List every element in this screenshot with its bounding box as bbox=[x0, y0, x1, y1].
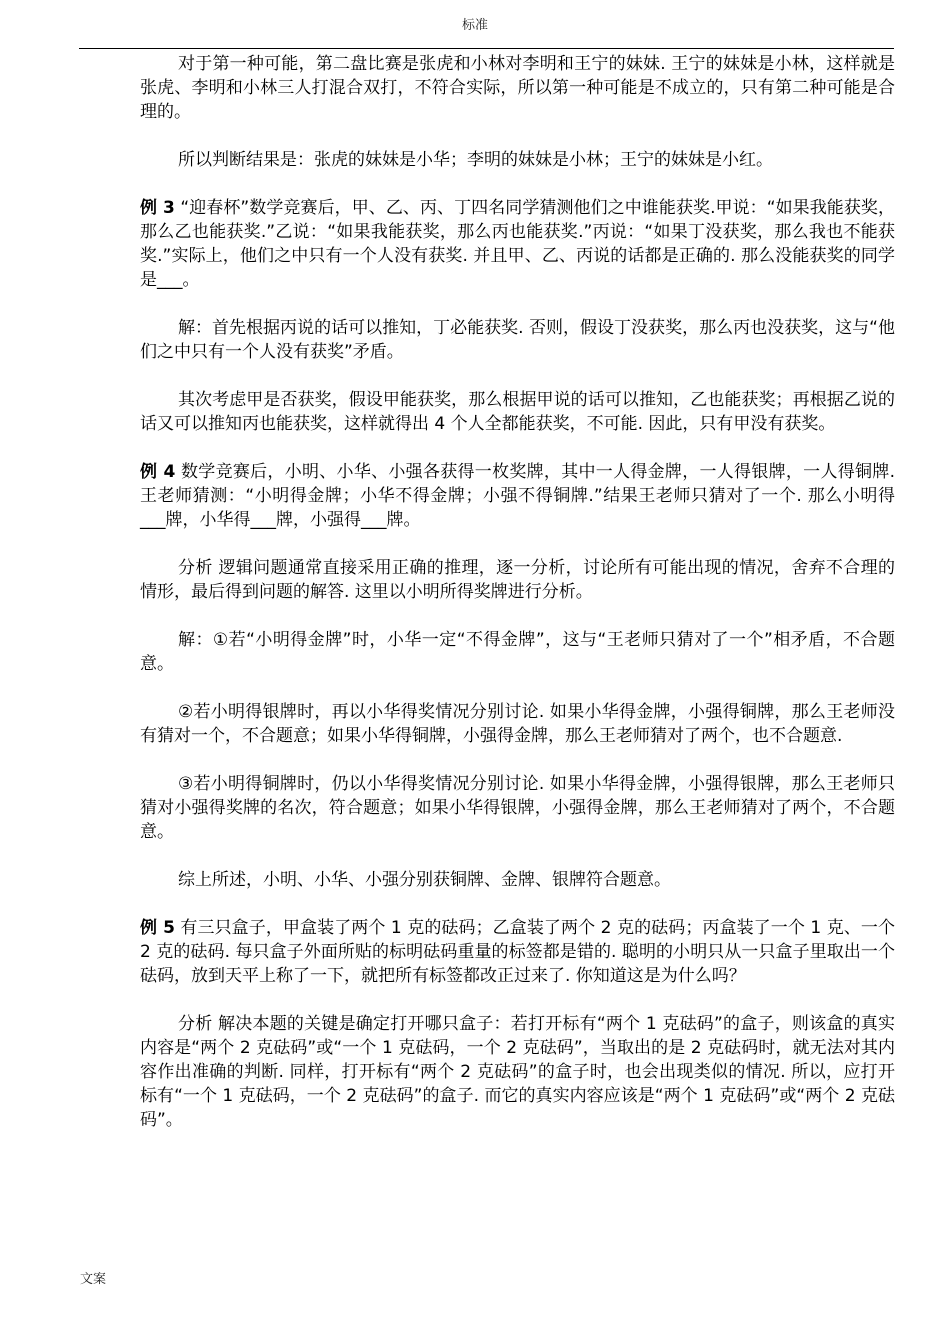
example-3: 例 3 “迎春杯”数学竞赛后，甲、乙、丙、丁四名同学猜测他们之中谁能获奖.甲说：“如果我能获奖，那么乙也能获奖.”乙说：“如果我能获奖，那么丙也能获奖.”丙说：“如果丁没获奖，那么我也不能获奖.”实际上，他们之中只有一个人没有获奖. 并且甲、乙、丙说的话都是正确的. 那么没能获奖的同学是___。 bbox=[140, 198, 896, 290]
paragraph: 解：首先根据丙说的话可以推知，丁必能获奖. 否则，假设丁没获奖，那么丙也没获奖，这与“他们之中只有一个人没有获奖”矛盾。 bbox=[140, 318, 895, 362]
page-footer: 文案 bbox=[80, 1272, 107, 1287]
paragraph: 分析 解决本题的关键是确定打开哪只盒子：若打开标有“两个 1 克砝码”的盒子，则该盒的真实内容是“两个 2 克砝码”或“一个 1 克砝码，一个 2 克砝码”，当取出的是 2 克砝码时，就无法对其内容作出准确的判断. 同样，打开标有“两个 2 克砝码”的盒子时，也会出现类似的情况. 所以，应打开标有“一个 1 克砝码，一个 2 克砝码”的盒子. 而它的真实内容应该是“两个 1 克砝码”或“两个 2 克砝码”。 bbox=[140, 1014, 895, 1130]
example-4: 例 4 数学竞赛后，小明、小华、小强各获得一枚奖牌，其中一人得金牌，一人得银牌，一人得铜牌. 王老师猜测：“小明得金牌；小华不得金牌；小强不得铜牌.”结果王老师只猜对了一个. 那么小明得___牌，小华得___牌，小强得___牌。 bbox=[140, 462, 895, 530]
paragraph: 对于第一种可能，第二盘比赛是张虎和小林对李明和王宁的妹妹. 王宁的妹妹是小林，这样就是张虎、李明和小林三人打混合双打，不符合实际，所以第一种可能是不成立的，只有第二种可能是合理的。 bbox=[140, 54, 895, 122]
paragraph: ③若小明得铜牌时，仍以小华得奖情况分别讨论. 如果小华得金牌，小强得银牌，那么王老师只猜对小强得奖牌的名次，符合题意；如果小华得银牌，小强得金牌，那么王老师猜对了两个，不合题意。 bbox=[140, 774, 895, 842]
page-header: 标准 bbox=[461, 18, 488, 33]
paragraph: 所以判断结果是：张虎的妹妹是小华；李明的妹妹是小林；王宁的妹妹是小红。 bbox=[178, 150, 773, 170]
example-label: 例 3 bbox=[140, 198, 175, 218]
paragraph: 解：①若“小明得金牌”时，小华一定“不得金牌”，这与“王老师只猜对了一个”相矛盾，不合题意。 bbox=[140, 630, 895, 674]
example-label: 例 4 bbox=[140, 462, 176, 482]
example-label: 例 5 bbox=[140, 918, 175, 938]
paragraph: 其次考虑甲是否获奖，假设甲能获奖，那么根据甲说的话可以推知，乙也能获奖；再根据乙说的话又可以推知丙也能获奖，这样就得出 4 个人全都能获奖，不可能. 因此，只有甲没有获奖。 bbox=[140, 390, 895, 434]
paragraph: 综上所述，小明、小华、小强分别获铜牌、金牌、银牌符合题意。 bbox=[178, 870, 671, 890]
paragraph: ②若小明得银牌时，再以小华得奖情况分别讨论. 如果小华得金牌，小强得铜牌，那么王老师没有猜对一个，不合题意；如果小华得铜牌，小强得金牌，那么王老师猜对了两个，也不合题意. bbox=[140, 702, 895, 746]
example-5: 例 5 有三只盒子，甲盒装了两个 1 克的砝码；乙盒装了两个 2 克的砝码；丙盒装了一个 1 克、一个 2 克的砝码. 每只盒子外面所贴的标明砝码重量的标签都是错的. 聪明的小明只从一只盒子里取出一个砝码，放到天平上称了一下，就把所有标签都改正过来了. 你知道这是为什么吗？ bbox=[140, 918, 895, 986]
paragraph: 分析 逻辑问题通常直接采用正确的推理，逐一分析，讨论所有可能出现的情况，舍弃不合理的情形，最后得到问题的解答. 这里以小明所得奖牌进行分析。 bbox=[140, 558, 895, 602]
header-divider bbox=[79, 48, 894, 49]
document-body bbox=[140, 52, 895, 1132]
